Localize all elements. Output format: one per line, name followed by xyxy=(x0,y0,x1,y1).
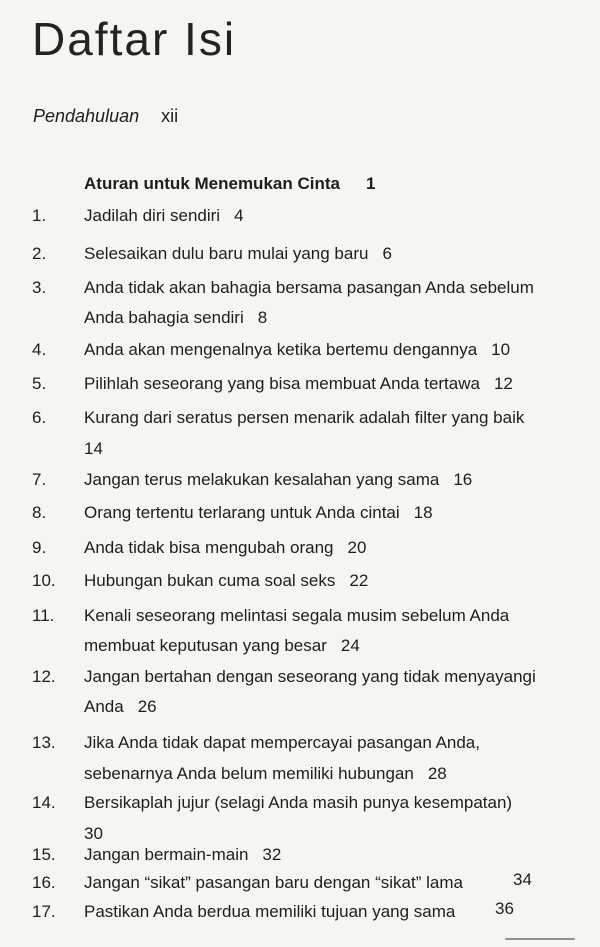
entry-page-number: 6 xyxy=(382,244,392,263)
entry-page-number: 14 xyxy=(84,439,103,458)
entry-title-line xyxy=(84,733,480,753)
entry-page-number: 4 xyxy=(234,206,244,225)
entry-page-number: 12 xyxy=(493,374,513,393)
bottom-rule xyxy=(505,938,575,940)
entry-title-line xyxy=(84,470,472,490)
entry-title-line xyxy=(84,764,447,784)
entry-title-text: Pastikan Anda berdua memiliki tujuan yang sama xyxy=(84,902,456,921)
entry-title-line xyxy=(84,697,157,717)
entry-title-line xyxy=(84,873,463,893)
entry-title-text: sebenarnya Anda belum memiliki hubungan xyxy=(84,764,414,783)
entry-page-number: 10 xyxy=(491,340,511,359)
entry-number: 11. xyxy=(32,606,55,625)
entry-page-number: 28 xyxy=(427,764,447,783)
intro-page-number: xii xyxy=(161,106,179,126)
entry-title-text: Orang tertentu terlarang untuk Anda cintai xyxy=(84,503,400,522)
entry-title-line xyxy=(84,571,368,591)
toc-intro xyxy=(33,106,178,127)
entry-page-number: 18 xyxy=(413,503,433,522)
entry-title-text: Anda xyxy=(84,697,124,716)
entry-number: 4. xyxy=(32,340,47,359)
entry-title-text: Selesaikan dulu baru mulai yang baru xyxy=(84,244,369,263)
entry-title-line xyxy=(84,636,360,656)
page-title: Daftar Isi xyxy=(32,13,237,65)
entry-number: 7. xyxy=(32,470,47,489)
entry-page-number: 8 xyxy=(257,308,268,327)
entry-page-number: 22 xyxy=(349,571,369,590)
entry-title-line xyxy=(84,824,103,844)
entry-page-number: 36 xyxy=(495,899,514,918)
entry-title-text: Jangan terus melakukan kesalahan yang sama xyxy=(84,470,440,489)
entry-title-line xyxy=(84,793,512,813)
entry-title-line xyxy=(84,408,524,428)
entry-number: 17. xyxy=(32,902,56,921)
entry-number: 14. xyxy=(32,793,56,812)
entry-title-line xyxy=(84,439,103,459)
entry-title-text: Jangan “sikat” pasangan baru dengan “sikat” lama xyxy=(84,873,463,892)
entry-title-line xyxy=(84,308,267,328)
entry-page-number: 32 xyxy=(262,845,282,864)
entry-title-text: Jangan bertahan dengan seseorang yang tidak menyayangi xyxy=(84,667,536,686)
entry-title-line xyxy=(84,244,392,264)
entry-number: 9. xyxy=(32,538,47,557)
entry-title-line xyxy=(84,606,509,626)
entry-page-number: 26 xyxy=(137,697,157,716)
section-page-number: 1 xyxy=(365,174,376,193)
entry-page-number: 34 xyxy=(513,870,532,889)
entry-page-number: 24 xyxy=(340,636,360,655)
entry-title-text: Anda tidak bisa mengubah orang xyxy=(84,538,334,557)
entry-page-number: 16 xyxy=(453,470,473,489)
entry-title-text: Jadilah diri sendiri xyxy=(84,206,221,225)
entry-number: 6. xyxy=(32,408,47,427)
entry-number: 16. xyxy=(32,873,56,892)
entry-title-line xyxy=(84,667,536,687)
intro-label: Pendahuluan xyxy=(33,106,140,126)
entry-number: 10. xyxy=(32,571,56,590)
entry-title-text: membuat keputusan yang besar xyxy=(84,636,327,655)
section-heading xyxy=(84,174,375,194)
entry-title-line xyxy=(84,278,534,298)
entry-title-line xyxy=(84,538,366,558)
entry-number: 1. xyxy=(32,206,47,225)
entry-number: 2. xyxy=(32,244,47,263)
entry-number: 3. xyxy=(32,278,47,297)
entry-page-number: 20 xyxy=(347,538,367,557)
entry-title-text: Anda bahagia sendiri xyxy=(84,308,244,327)
entry-number: 13. xyxy=(32,733,56,752)
entry-title-text: Anda tidak akan bahagia bersama pasangan Anda sebelum xyxy=(84,278,534,297)
entry-title-line xyxy=(84,503,433,523)
entry-number: 15. xyxy=(32,845,56,864)
entry-title-line xyxy=(84,902,455,922)
entry-title-text: Anda akan mengenalnya ketika bertemu dengannya xyxy=(84,340,478,359)
entry-page-number: 30 xyxy=(84,824,103,843)
entry-number: 12. xyxy=(32,667,56,686)
entry-title-line xyxy=(84,374,513,394)
entry-title-line xyxy=(84,845,281,865)
entry-number: 8. xyxy=(32,503,47,522)
entry-title-text: Kurang dari seratus persen menarik adalah filter yang baik xyxy=(84,408,525,427)
entry-title-text: Hubungan bukan cuma soal seks xyxy=(84,571,336,590)
entry-title-text: Bersikaplah jujur (selagi Anda masih punya kesempatan) xyxy=(84,793,513,812)
entry-title-line xyxy=(84,340,510,360)
entry-title-text: Pilihlah seseorang yang bisa membuat Anda tertawa xyxy=(84,374,480,393)
section-label: Aturan untuk Menemukan Cinta xyxy=(84,174,340,193)
entry-title-text: Kenali seseorang melintasi segala musim sebelum Anda xyxy=(84,606,510,625)
entry-title-text: Jika Anda tidak dapat mempercayai pasangan Anda, xyxy=(84,733,480,752)
entry-title-line xyxy=(84,206,244,226)
entry-number: 5. xyxy=(32,374,47,393)
entry-title-text: Jangan bermain-main xyxy=(84,845,249,864)
